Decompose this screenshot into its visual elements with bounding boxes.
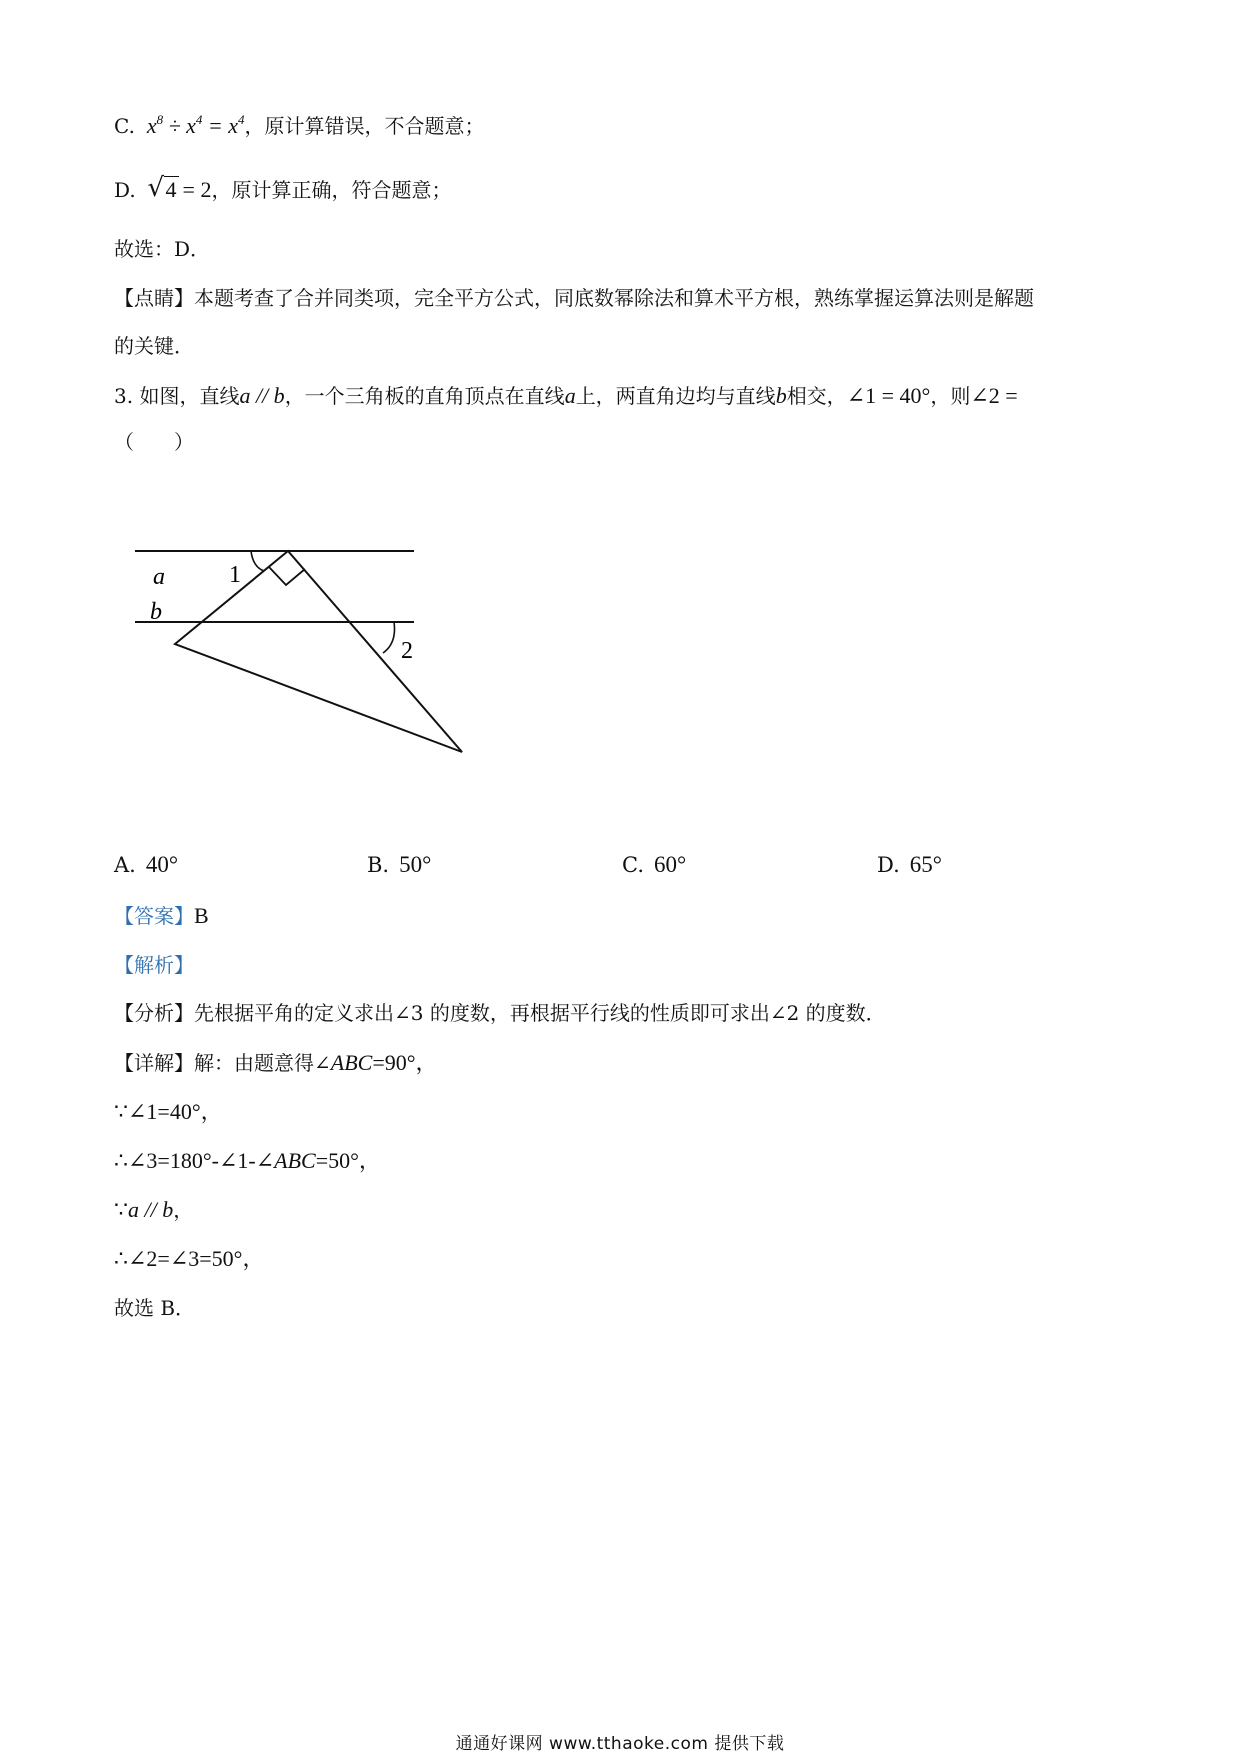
choice-c-value: 60° — [654, 852, 687, 877]
solution-choose: 故选 B． — [114, 1296, 196, 1320]
step-2-a: ∴∠3=180°-∠1-∠ — [114, 1148, 275, 1173]
choice-d[interactable] — [877, 851, 942, 879]
q3-text-3: 相交， — [786, 384, 847, 408]
step-2 — [114, 1147, 381, 1175]
choice-a-value: 40° — [145, 852, 179, 877]
q3-blank: （ ） — [114, 430, 194, 454]
option-c-comment: ，原计算错误，不合题意； — [244, 114, 485, 138]
step-2-b: =50°， — [315, 1148, 381, 1173]
right-angle-mark — [269, 567, 305, 585]
label-a: a — [153, 564, 165, 590]
xiangjie-tail: =90°， — [372, 1050, 438, 1075]
choice-b-value: 50° — [399, 852, 432, 877]
step-4: ∴∠2=∠3=50°， — [114, 1246, 265, 1271]
xiangjie-line — [114, 1049, 438, 1077]
xiangjie-abc: ABC — [330, 1050, 373, 1075]
step-3 — [114, 1196, 193, 1224]
var-a: a — [564, 383, 576, 408]
prev-choose: 故选：D． — [114, 237, 211, 261]
step-1: ∵∠1=40°， — [114, 1099, 223, 1124]
analysis-tag: 【解析】 — [114, 953, 194, 977]
choice-d-label: D. — [877, 853, 900, 877]
step-3-a: ∵ — [114, 1197, 128, 1222]
triangle-ruler — [175, 551, 462, 752]
choice-b[interactable] — [367, 851, 431, 879]
step-3-ab: a // b — [128, 1197, 174, 1222]
dianjing-line-2: 的关键． — [114, 334, 194, 358]
choice-b-label: B. — [367, 853, 390, 877]
var-b: b — [775, 383, 787, 408]
answer-line — [114, 902, 209, 930]
step-2-abc: ABC — [274, 1148, 316, 1173]
choice-a-label: A. — [114, 853, 136, 877]
option-c-label: C. — [114, 114, 135, 138]
label-angle-1: 1 — [229, 562, 241, 588]
footer-text: 通通好课网 www.tthaoke.com 提供下载 — [455, 1734, 785, 1754]
fenxi-line: 【分析】先根据平角的定义求出∠3 的度数，再根据平行线的性质即可求出∠2 的度数． — [114, 1001, 886, 1025]
formula-c: $x^8 \div x^4 = x^4$ — [141, 112, 245, 138]
step-3-b: ， — [173, 1198, 194, 1222]
option-c-check — [114, 112, 485, 140]
option-d-check — [114, 173, 452, 204]
label-b: b — [150, 599, 162, 625]
choice-c[interactable] — [622, 851, 686, 879]
choice-c-label: C. — [622, 853, 644, 877]
q3-text-4: ，则 — [930, 384, 971, 408]
angle-1-arc — [251, 551, 264, 571]
formula-angle1: ∠1 = 40° — [846, 383, 931, 408]
question-3-stem — [114, 382, 1018, 410]
formula-a-parallel-b: a // b — [239, 383, 285, 408]
answer-tag: 【答案】 — [114, 904, 194, 928]
option-d-label: D. — [114, 178, 136, 202]
formula-d: √ 4 = 2 — [147, 173, 212, 203]
geometry-figure — [130, 540, 470, 770]
label-angle-2: 2 — [401, 638, 413, 664]
option-d-comment: ，原计算正确，符合题意； — [211, 178, 452, 202]
xiangjie-tag: 【详解】解：由题意得∠ — [114, 1051, 331, 1075]
choice-a[interactable] — [114, 851, 178, 879]
formula-angle2: ∠2 = — [970, 383, 1018, 408]
q3-number: 3. 如图，直线 — [114, 384, 240, 408]
dianjing-line-1: 【点睛】本题考查了合并同类项，完全平方公式，同底数幂除法和算术平方根，熟练掌握运算法则是解题 — [114, 286, 1034, 310]
angle-2-arc — [383, 622, 395, 653]
q3-text-1: ，一个三角板的直角顶点在直线 — [284, 384, 565, 408]
q3-text-2: 上，两直角边均与直线 — [575, 384, 776, 408]
answer-value: B — [194, 903, 209, 928]
choice-d-value: 65° — [909, 852, 942, 877]
